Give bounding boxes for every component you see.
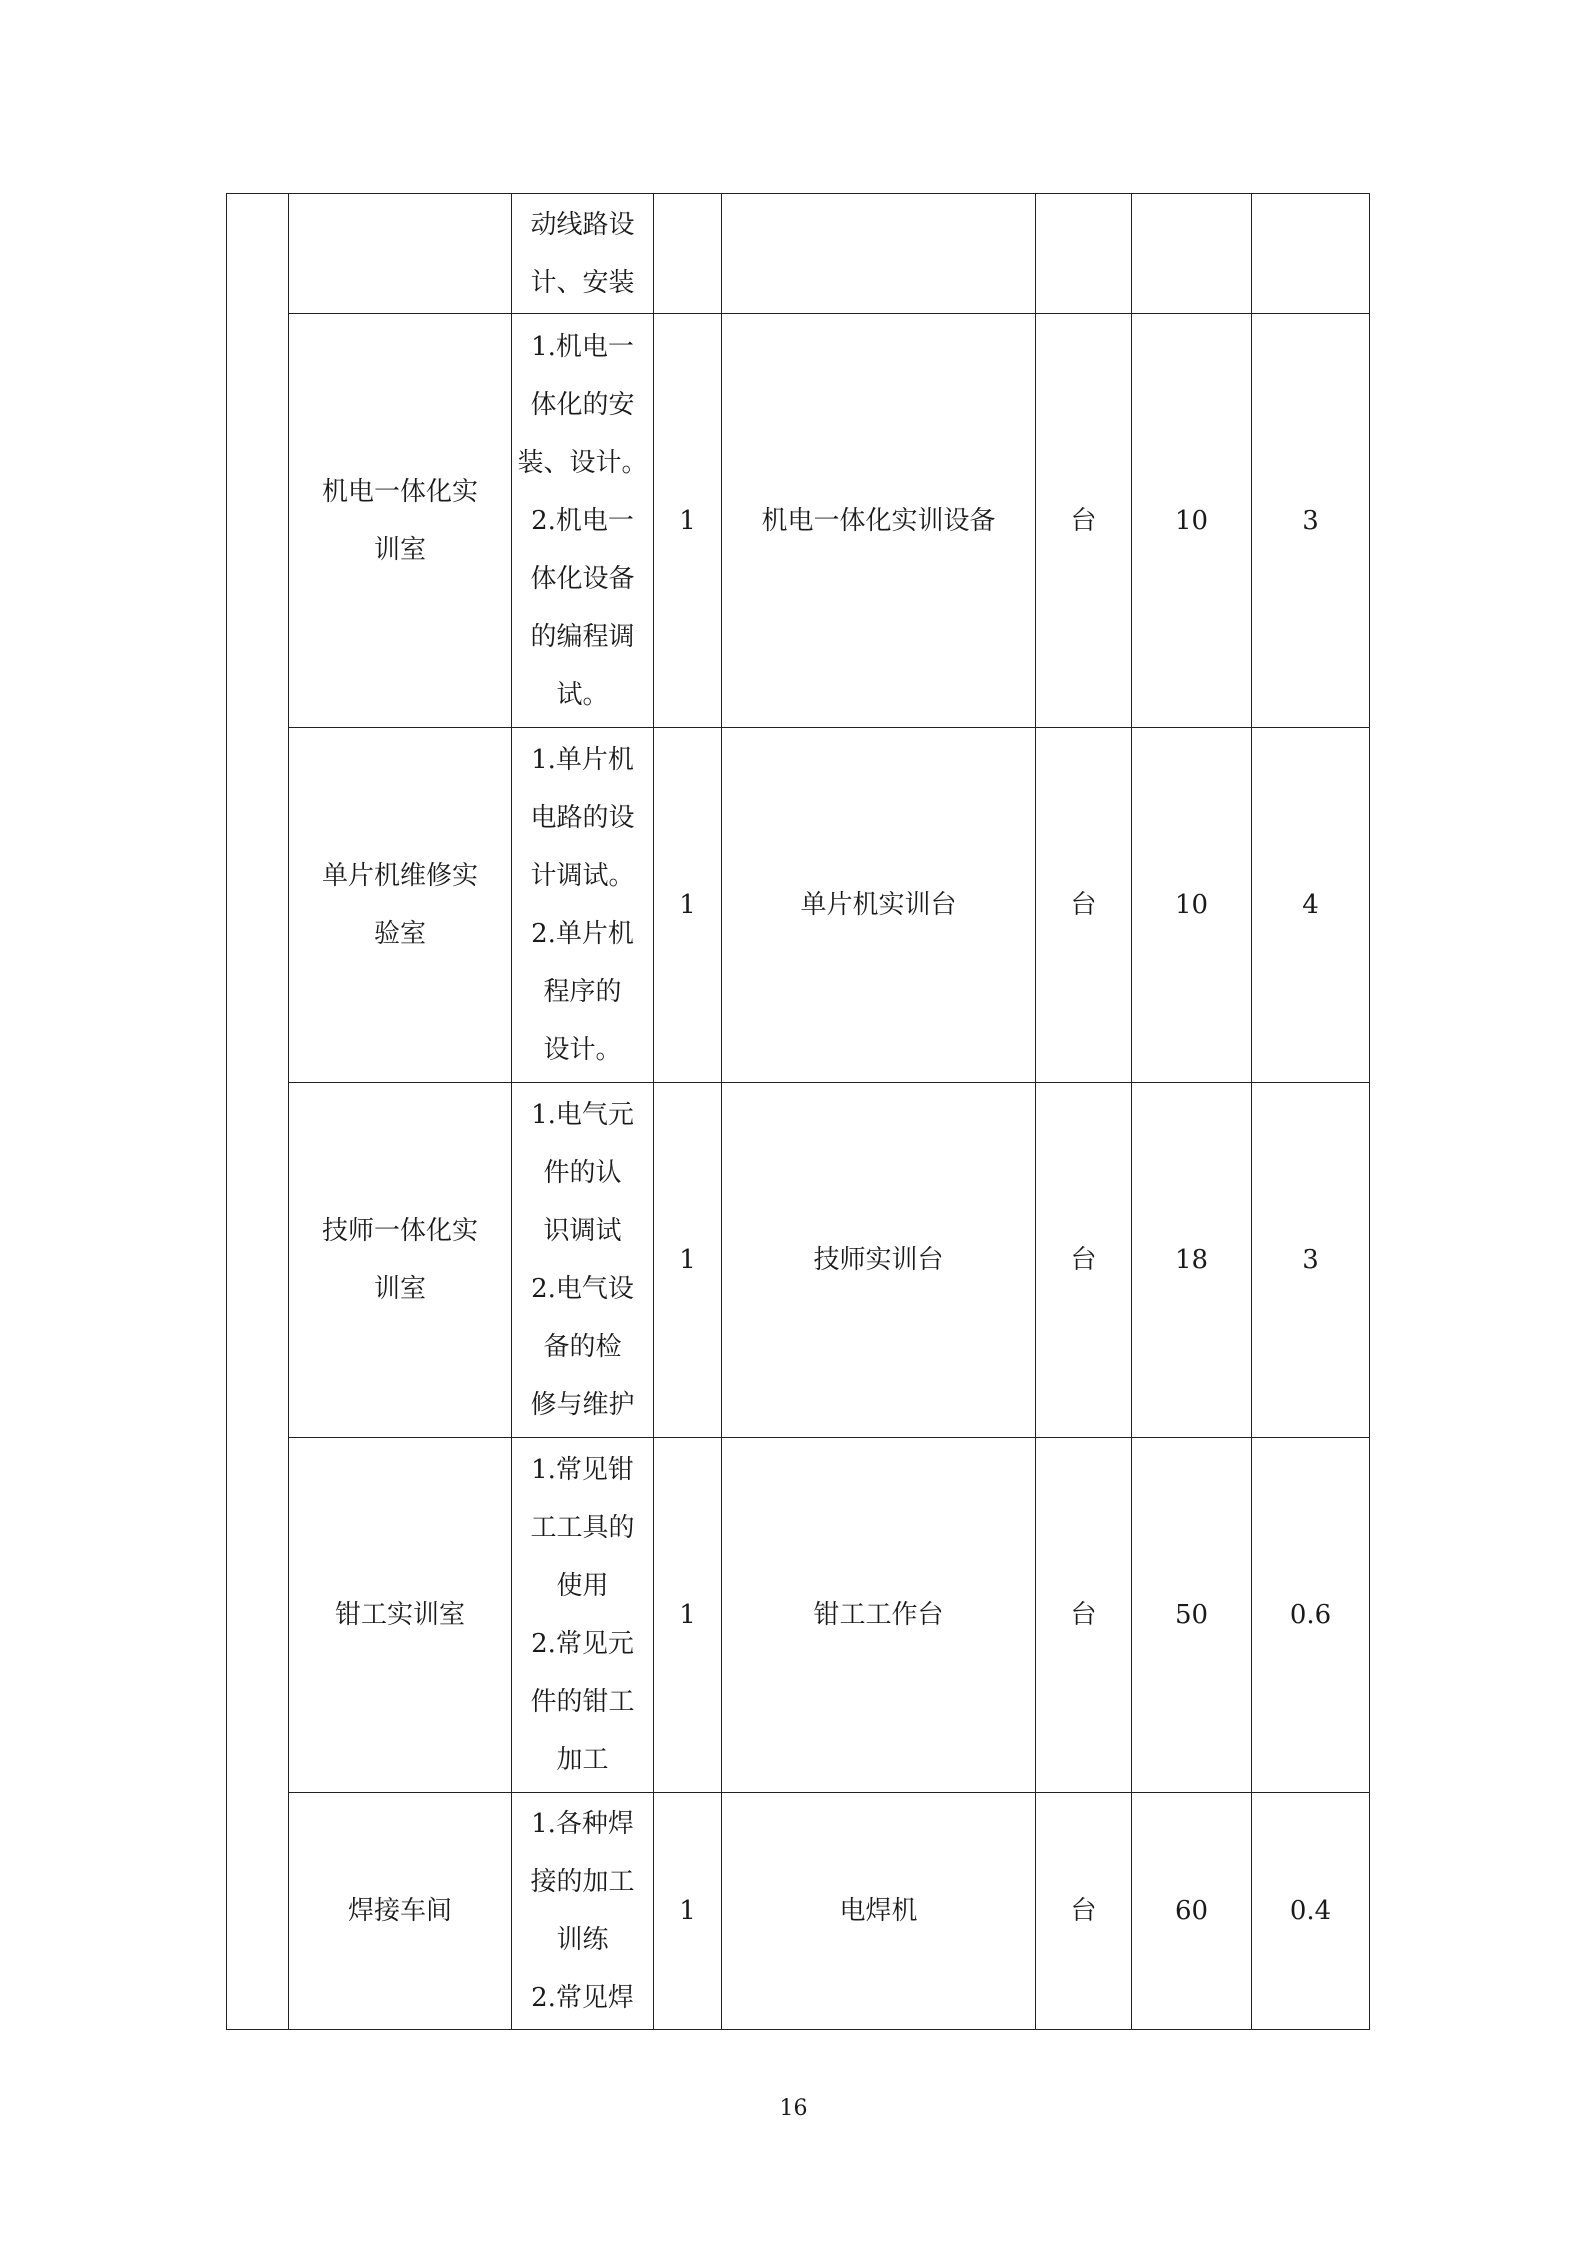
task-line: 2.机电一 — [531, 505, 634, 536]
task-line: 加工 — [556, 1745, 609, 1775]
seq-cell: 1 — [654, 314, 722, 728]
ratio-cell — [1252, 194, 1370, 314]
task-line: 体化的安 — [530, 389, 635, 420]
unit-cell — [1036, 194, 1132, 314]
room-line: 训室 — [373, 534, 426, 565]
task-line: 计、安装 — [530, 267, 635, 298]
seq-cell: 1 — [654, 1438, 722, 1793]
equipment-cell: 机电一体化实训设备 — [722, 314, 1036, 728]
seq-cell: 1 — [654, 1793, 722, 2030]
task-line: 体化设备 — [530, 563, 635, 594]
task-line: 试。 — [556, 679, 609, 710]
room-cell — [289, 1793, 512, 2030]
equipment-cell — [722, 194, 1036, 314]
ratio-cell: 0.6 — [1252, 1438, 1370, 1793]
task-line: 1.单片机 — [531, 745, 634, 775]
quantity-cell: 18 — [1132, 1083, 1252, 1438]
task-line: 装、设计。 — [517, 447, 648, 478]
tasks-cell — [512, 314, 654, 728]
tasks-cell — [512, 728, 654, 1083]
room-line: 焊接车间 — [347, 1896, 452, 1926]
equipment-cell: 电焊机 — [722, 1793, 1036, 2030]
quantity-cell: 10 — [1132, 728, 1252, 1083]
room-line: 验室 — [373, 919, 426, 949]
equipment-cell: 技师实训台 — [722, 1083, 1036, 1438]
unit-cell: 台 — [1036, 314, 1132, 728]
seq-cell: 1 — [654, 728, 722, 1083]
category-cell — [227, 194, 289, 2030]
quantity-cell — [1132, 194, 1252, 314]
task-line: 1.常见钳 — [531, 1455, 634, 1485]
equipment-table — [226, 193, 1370, 2030]
task-line: 1.机电一 — [531, 331, 634, 362]
room-cell — [289, 314, 512, 728]
task-line: 动线路设 — [530, 209, 635, 240]
room-cell — [289, 1083, 512, 1438]
equipment-cell: 单片机实训台 — [722, 728, 1036, 1083]
room-line: 训室 — [373, 1274, 426, 1304]
task-line: 程序的 — [543, 977, 622, 1007]
equipment-cell: 钳工工作台 — [722, 1438, 1036, 1793]
task-line: 1.电气元 — [531, 1100, 634, 1130]
task-line: 2.常见焊 — [531, 1983, 634, 2013]
task-line: 接的加工 — [530, 1867, 635, 1897]
ratio-cell: 0.4 — [1252, 1793, 1370, 2030]
room-line: 技师一体化实 — [321, 1216, 478, 1246]
unit-cell: 台 — [1036, 1438, 1132, 1793]
task-line: 2.电气设 — [531, 1274, 634, 1304]
ratio-cell: 4 — [1252, 728, 1370, 1083]
table-row — [227, 1793, 1370, 2030]
quantity-cell: 50 — [1132, 1438, 1252, 1793]
task-line: 训练 — [556, 1925, 609, 1955]
task-line: 设计。 — [543, 1035, 622, 1065]
task-line: 备的检 — [543, 1332, 622, 1362]
unit-cell: 台 — [1036, 1793, 1132, 2030]
task-line: 修与维护 — [530, 1390, 635, 1420]
equipment-table-body — [227, 194, 1370, 2030]
room-line: 单片机维修实 — [321, 861, 478, 891]
seq-cell: 1 — [654, 1083, 722, 1438]
task-line: 使用 — [556, 1571, 609, 1601]
ratio-cell: 3 — [1252, 314, 1370, 728]
task-line: 工工具的 — [530, 1513, 635, 1543]
task-line: 计调试。 — [530, 861, 635, 891]
room-cell — [289, 728, 512, 1083]
task-line: 件的钳工 — [530, 1687, 635, 1717]
tasks-cell — [512, 1793, 654, 2030]
table-row — [227, 194, 1370, 314]
quantity-cell: 10 — [1132, 314, 1252, 728]
tasks-cell — [512, 1083, 654, 1438]
room-cell — [289, 194, 512, 314]
room-cell — [289, 1438, 512, 1793]
ratio-cell: 3 — [1252, 1083, 1370, 1438]
seq-cell — [654, 194, 722, 314]
task-line: 2.常见元 — [531, 1629, 634, 1659]
table-row — [227, 1438, 1370, 1793]
task-line: 件的认 — [543, 1158, 622, 1188]
unit-cell: 台 — [1036, 728, 1132, 1083]
quantity-cell: 60 — [1132, 1793, 1252, 2030]
task-line: 的编程调 — [530, 621, 635, 652]
task-line: 识调试 — [543, 1216, 622, 1246]
table-row — [227, 728, 1370, 1083]
task-line: 电路的设 — [530, 803, 635, 833]
room-line: 机电一体化实 — [321, 476, 478, 507]
table-row — [227, 314, 1370, 728]
tasks-cell — [512, 194, 654, 314]
task-line: 1.各种焊 — [531, 1809, 634, 1839]
unit-cell: 台 — [1036, 1083, 1132, 1438]
task-line: 2.单片机 — [531, 919, 634, 949]
tasks-cell — [512, 1438, 654, 1793]
table-row — [227, 1083, 1370, 1438]
page-number: 16 — [779, 2096, 808, 2121]
room-line: 钳工实训室 — [334, 1600, 465, 1630]
